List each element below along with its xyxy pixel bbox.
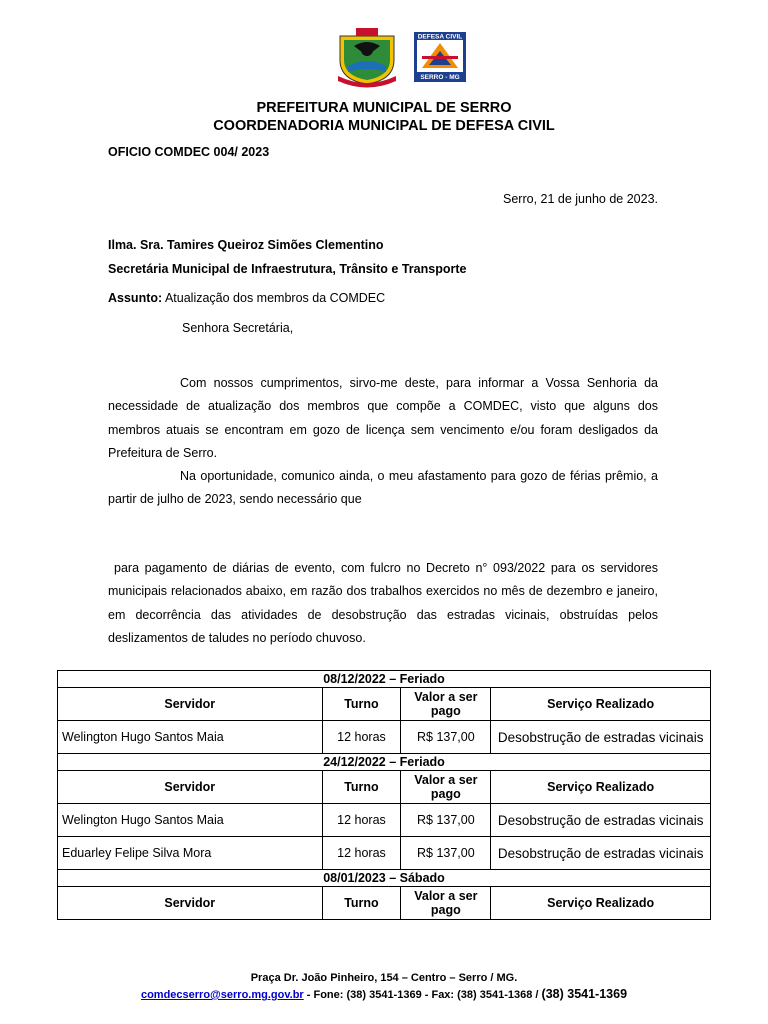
col-header-servidor: Servidor — [58, 688, 323, 721]
footer-phone-main: (38) 3541-1369 — [541, 987, 628, 1001]
footer-phones: - Fone: (38) 3541-1369 - Fax: (38) 3541-1368 / — [303, 989, 542, 1001]
cell-valor: R$ 137,00 — [401, 837, 491, 870]
body-paragraph-3: para pagamento de diárias de evento, com fulcro no Decreto n° 093/2022 para os servidores municipais relacionados abaixo, em razão dos trabalhos exercidos no mês de dezembro e janeiro, em decorrência das atividades de desobstrução das estradas vicinais, obstruídas pelos deslizamentos de taludes no período chuvoso. — [108, 561, 658, 645]
defesa-civil-top-text: DEFESA CIVIL — [417, 33, 463, 41]
subject-line — [108, 291, 385, 305]
defesa-civil-bottom-text: SERRO - MG — [420, 74, 460, 81]
cell-valor: R$ 137,00 — [401, 804, 491, 837]
cell-valor: R$ 137,00 — [401, 721, 491, 754]
municipal-crest-icon — [338, 28, 396, 88]
subject-text: Atualização dos membros da COMDEC — [162, 291, 386, 305]
letter-date: Serro, 21 de junho de 2023. — [503, 192, 658, 206]
cell-servidor: Eduarley Felipe Silva Mora — [58, 837, 323, 870]
recipient-role: Secretária Municipal de Infraestrutura, Trânsito e Transporte — [108, 262, 467, 276]
footer-contact — [0, 987, 768, 1001]
group-date: 08/01/2023 – Sábado — [58, 870, 711, 887]
col-header-servico: Serviço Realizado — [491, 887, 711, 920]
col-header-servico: Serviço Realizado — [491, 771, 711, 804]
table-row — [58, 837, 711, 870]
logos-svg — [334, 26, 474, 88]
defesa-civil-logo — [414, 32, 466, 82]
group-date: 08/12/2022 – Feriado — [58, 671, 711, 688]
body-paragraph-2: Na oportunidade, comunico ainda, o meu afastamento para gozo de férias prêmio, a partir de julho de 2023, sendo necessário que — [108, 469, 658, 507]
cell-servico: Desobstrução de estradas vicinais — [491, 721, 711, 754]
header-title-coordenadoria: COORDENADORIA MUNICIPAL DE DEFESA CIVIL — [213, 118, 555, 134]
oficio-number: OFICIO COMDEC 004/ 2023 — [108, 145, 270, 159]
cell-servico: Desobstrução de estradas vicinais — [491, 804, 711, 837]
col-header-servidor: Servidor — [58, 771, 323, 804]
cell-servidor: Welington Hugo Santos Maia — [58, 721, 323, 754]
col-header-valor: Valor a ser pago — [401, 771, 491, 804]
group-date: 24/12/2022 – Feriado — [58, 754, 711, 771]
header-logos — [334, 26, 474, 88]
cell-turno: 12 horas — [322, 837, 401, 870]
body-paragraph-1: Com nossos cumprimentos, sirvo-me deste, para informar a Vossa Senhoria da necessidade de atualização dos membros que compõe a COMDEC, visto que alguns dos membros atuais se encontram em gozo de licença sem vencimento e/ou foram desligados da Prefeitura de Serro. — [108, 376, 658, 460]
table-row — [58, 721, 711, 754]
salutation: Senhora Secretária, — [182, 321, 294, 335]
table-row — [58, 804, 711, 837]
col-header-servico: Serviço Realizado — [491, 688, 711, 721]
recipient-name: Ilma. Sra. Tamires Queiroz Simões Clementino — [108, 238, 384, 252]
body-paragraphs — [108, 372, 658, 512]
col-header-turno: Turno — [322, 688, 401, 721]
col-header-valor: Valor a ser pago — [401, 887, 491, 920]
footer-email-link[interactable]: comdecserro@serro.mg.gov.br — [140, 989, 304, 1001]
col-header-turno: Turno — [322, 771, 401, 804]
subject-label: Assunto: — [108, 291, 163, 305]
cell-servidor: Welington Hugo Santos Maia — [58, 804, 323, 837]
cell-servico: Desobstrução de estradas vicinais — [491, 837, 711, 870]
diarias-table — [57, 670, 711, 920]
body-paragraph-3-wrap — [108, 557, 658, 650]
col-header-turno: Turno — [322, 887, 401, 920]
header-title-prefeitura: PREFEITURA MUNICIPAL DE SERRO — [256, 100, 512, 116]
cell-turno: 12 horas — [322, 804, 401, 837]
col-header-valor: Valor a ser pago — [401, 688, 491, 721]
cell-turno: 12 horas — [322, 721, 401, 754]
footer-address: Praça Dr. João Pinheiro, 154 – Centro – Serro / MG. — [250, 972, 518, 984]
col-header-servidor: Servidor — [58, 887, 323, 920]
